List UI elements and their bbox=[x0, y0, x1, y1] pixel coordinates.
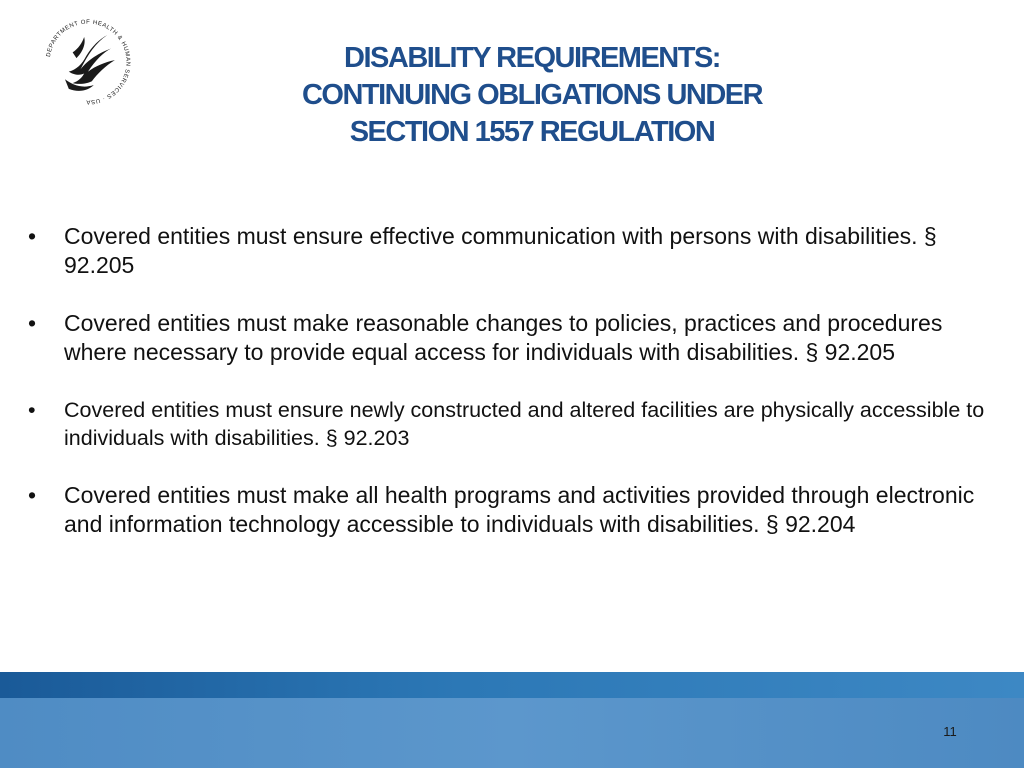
bullet-mark: • bbox=[28, 223, 37, 249]
slide-title bbox=[200, 40, 864, 151]
bullet-item bbox=[28, 309, 988, 367]
page-number: 11 bbox=[943, 724, 957, 739]
bullet-item bbox=[28, 396, 988, 452]
footer-lower bbox=[0, 698, 1024, 768]
title-line-2: CONTINUING OBLIGATIONS UNDER bbox=[301, 79, 763, 111]
bullet-mark: • bbox=[28, 482, 37, 508]
bullet-text: Covered entities must make all health programs and activities provided through electronic and information technology accessible to individuals with disabilities. § 92.204 bbox=[64, 482, 975, 537]
title-line-3: SECTION 1557 REGULATION bbox=[349, 116, 715, 148]
bullet-text: Covered entities must ensure newly constructed and altered facilities are physically accessible to individuals with disabilities. § 92.203 bbox=[64, 398, 985, 450]
bullet-mark: • bbox=[28, 310, 37, 336]
svg-text:DEPARTMENT OF HEALTH & HUMAN S: DEPARTMENT OF HEALTH & HUMAN SERVICES · USA bbox=[45, 19, 131, 105]
footer-band bbox=[0, 672, 1024, 768]
bullet-text: Covered entities must make reasonable changes to policies, practices and procedures where necessary to provide equal access for individuals with disabilities. § 92.205 bbox=[64, 310, 943, 365]
bullet-item bbox=[28, 481, 988, 539]
bullet-item bbox=[28, 222, 988, 280]
bullet-text: Covered entities must ensure effective communication with persons with disabilities. § 92.205 bbox=[64, 223, 937, 278]
footer-stripe bbox=[0, 672, 1024, 698]
bullet-mark: • bbox=[28, 398, 36, 422]
title-line-1: DISABILITY REQUIREMENTS: bbox=[344, 42, 720, 74]
hhs-eagle-seal-icon bbox=[40, 14, 136, 110]
bullet-list bbox=[28, 222, 988, 568]
